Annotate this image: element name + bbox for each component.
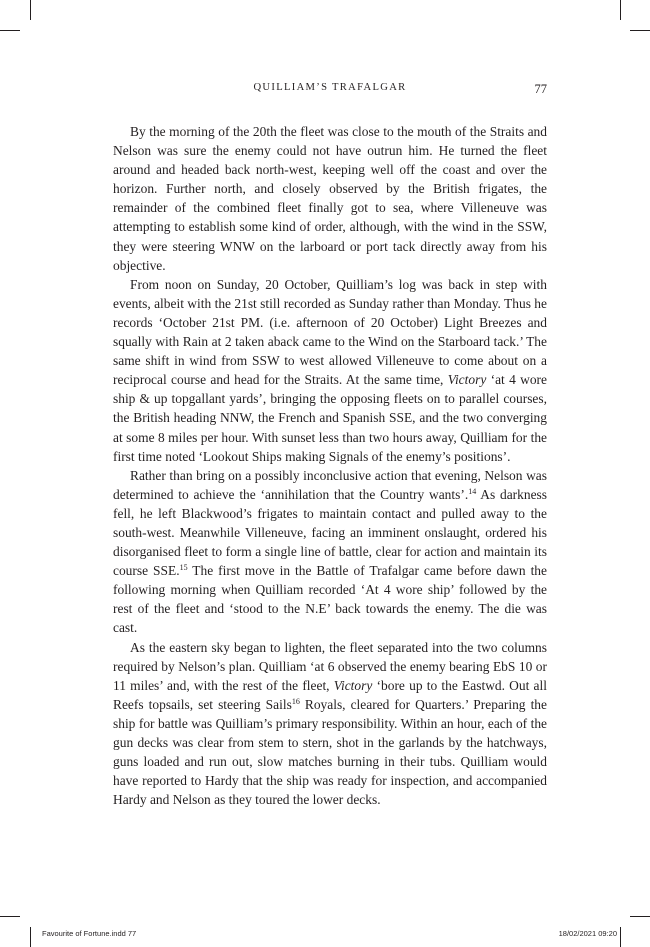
slug-file-info: Favourite of Fortune.indd 77 — [42, 929, 137, 938]
crop-mark-top-right — [620, 0, 621, 20]
paragraph-1-text: By the morning of the 20th the fleet was close to the mouth of the Straits and Nelson was sure the enemy could not have outrun him. He turned the fleet around and headed back north-west, keeping well off the coast and over the horizon. Further north, and closely observed by the British frigates, the remainder of the combined fleet finally got to sea, where Villeneuve was attempting to establish some kind of order, although, with the wind in the SSW, they were steering WNW on the larboard or port tack directly away from his objective. — [113, 124, 547, 273]
paragraph-4 — [113, 638, 547, 810]
crop-mark-bottom-right-h — [630, 916, 650, 917]
slug-timestamp: 18/02/2021 09:20 — [558, 929, 617, 938]
paragraph-3-text-b: As darkness fell, he left Blackwood’s frigates to maintain contact and pulled away to the south-west. Meanwhile Villeneuve, facing an imminent onslaught, ordered his disorganised fleet to form a single line of battle, clear for action and maintain its course SSE. — [113, 486, 547, 579]
crop-mark-bottom-left — [30, 927, 31, 947]
crop-mark-top-left-h — [0, 30, 20, 31]
paragraph-2 — [113, 275, 547, 466]
paragraph-3 — [113, 466, 547, 638]
crop-mark-bottom-left-h — [0, 916, 20, 917]
footnote-ref-15: 15 — [179, 563, 188, 573]
crop-mark-top-left — [30, 0, 31, 20]
paragraph-1 — [113, 122, 547, 275]
paragraph-2-text-a: From noon on Sunday, 20 October, Quilliam’s log was back in step with events, albeit with the 21st still recorded as Sunday rather than Monday. Thus he records ‘October 21st PM. (i.e. afternoon of 20 October) Light Breezes and squally with Rain at 2 taken aback came to the Wind on the Starboard tack.’ The same shift in wind from SSW to west allowed Villeneuve to come about on a reciprocal course and head for the Straits. At the same time, — [113, 276, 547, 388]
ship-name-italic: Victory — [333, 677, 373, 693]
paragraph-3-text-a: Rather than bring on a possibly inconclusive action that evening, Nelson was determined to achieve the ‘annihilation that the Country wants’. — [113, 467, 547, 502]
footnote-ref-14: 14 — [468, 486, 477, 496]
paragraph-4-text-b: ‘bore up to the Eastwd. Out all Reefs topsails, set steering Sails — [113, 677, 547, 712]
ship-name-italic: Victory — [447, 372, 487, 388]
crop-mark-top-right-h — [630, 30, 650, 31]
running-head — [113, 82, 547, 98]
paragraph-2-text-b: ‘at 4 wore ship & up topgallant yards’, bringing the opposing fleets on to parallel courses, the British heading NNW, the French and Spanish SSE, and the two converging at some 8 miles per hour. With sunset less than two hours away, Quilliam for the first time noted ‘Lookout Ships making Signals of the enemy’s positions’. — [113, 372, 547, 464]
paragraph-4-text-c: Royals, cleared for Quarters.’ Preparing the ship for battle was Quilliam’s primary responsibility. Within an hour, each of the gun decks was clear from stem to stern, shot in the garlands by the hatchways, guns loaded and run out, slow matches burning in their tubs. Quilliam would have reported to Hardy that the ship was ready for inspection, and accompanied Hardy and Nelson as they toured the lower decks. — [113, 696, 547, 808]
footnote-ref-16: 16 — [291, 696, 300, 706]
page-number: 77 — [534, 82, 547, 96]
paragraph-3-text-c: The first move in the Battle of Trafalgar came before dawn the following morning when Quilliam recorded ‘At 4 wore ship’ followed by the rest of the fleet and ‘stood to the N.E’ back towards the enemy. The die was cast. — [113, 563, 547, 636]
body-text — [113, 122, 547, 809]
paragraph-4-text-a: As the eastern sky began to lighten, the fleet separated into the two columns required by Nelson’s plan. Quilliam ‘at 6 observed the enemy bearing EbS 10 or 11 miles’ and, with the rest of the fleet, — [113, 639, 547, 693]
running-title: QUILLIAM’S TRAFALGAR — [253, 82, 407, 93]
crop-mark-bottom-right — [620, 927, 621, 947]
